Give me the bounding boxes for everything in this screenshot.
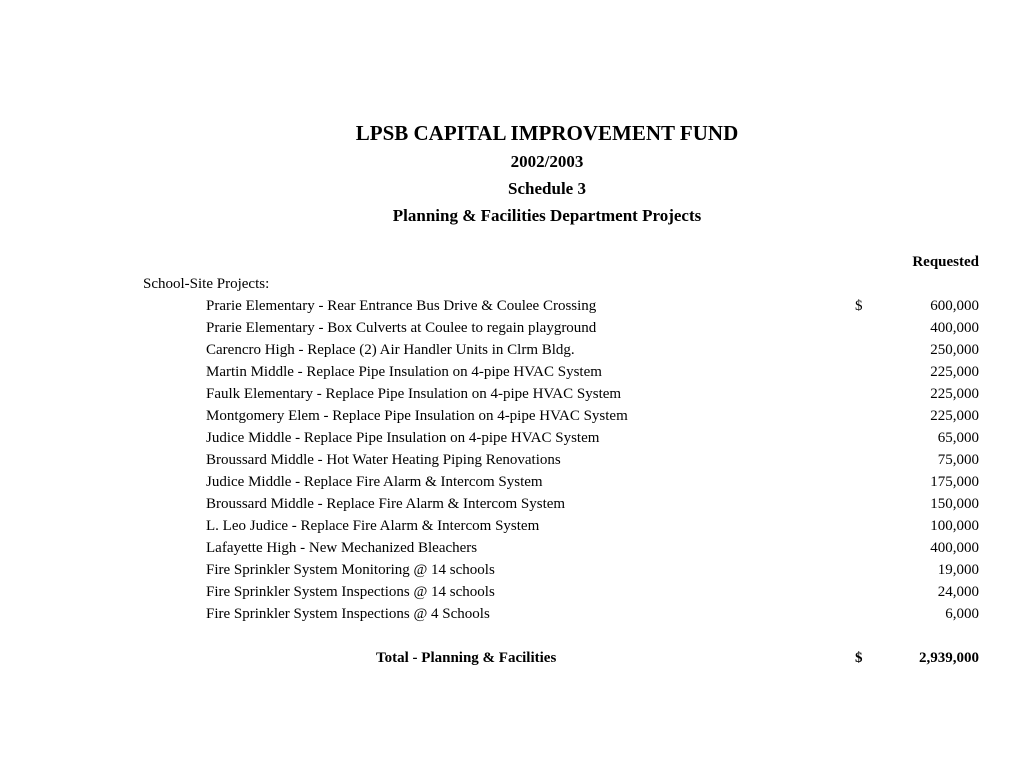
project-description: L. Leo Judice - Replace Fire Alarm & Intercom System xyxy=(206,518,540,534)
project-amount: 75,000 xyxy=(937,452,979,468)
project-row xyxy=(0,559,1024,581)
project-row xyxy=(0,471,1024,493)
project-row xyxy=(0,537,1024,559)
project-row xyxy=(0,427,1024,449)
project-description: Martin Middle - Replace Pipe Insulation on 4-pipe HVAC System xyxy=(206,364,602,380)
project-amount: 225,000 xyxy=(930,408,979,424)
project-description: Lafayette High - New Mechanized Bleachers xyxy=(206,540,478,556)
project-row xyxy=(0,317,1024,339)
project-amount: 225,000 xyxy=(930,364,979,380)
project-description: Judice Middle - Replace Fire Alarm & Intercom System xyxy=(206,474,543,490)
project-amount: 150,000 xyxy=(930,496,979,512)
project-row xyxy=(0,339,1024,361)
project-amount: 19,000 xyxy=(937,562,979,578)
project-amount: 24,000 xyxy=(937,584,979,600)
project-row xyxy=(0,383,1024,405)
total-currency-symbol: $ xyxy=(855,650,863,666)
project-row xyxy=(0,449,1024,471)
project-row xyxy=(0,295,1024,317)
project-amount: 225,000 xyxy=(930,386,979,402)
project-list xyxy=(0,295,1024,625)
project-description: Faulk Elementary - Replace Pipe Insulation on 4-pipe HVAC System xyxy=(206,386,622,402)
project-row xyxy=(0,515,1024,537)
project-description: Prarie Elementary - Box Culverts at Coulee to regain playground xyxy=(206,320,597,336)
schedule-label: Schedule 3 xyxy=(508,179,586,198)
project-description: Fire Sprinkler System Monitoring @ 14 schools xyxy=(206,562,495,578)
requested-column-header: Requested xyxy=(912,254,979,270)
fiscal-year: 2002/2003 xyxy=(510,152,584,171)
project-description: Judice Middle - Replace Pipe Insulation on 4-pipe HVAC System xyxy=(206,430,600,446)
project-row xyxy=(0,603,1024,625)
project-amount: 6,000 xyxy=(945,606,979,622)
project-description: Fire Sprinkler System Inspections @ 4 Schools xyxy=(206,606,490,622)
project-amount: 250,000 xyxy=(930,342,979,358)
currency-symbol: $ xyxy=(855,298,863,314)
project-description: Broussard Middle - Replace Fire Alarm & Intercom System xyxy=(206,496,566,512)
project-amount: 65,000 xyxy=(937,430,979,446)
project-row xyxy=(0,581,1024,603)
project-row xyxy=(0,405,1024,427)
project-description: Broussard Middle - Hot Water Heating Piping Renovations xyxy=(206,452,561,468)
total-label: Total - Planning & Facilities xyxy=(376,650,557,666)
department-title: Planning & Facilities Department Projects xyxy=(392,206,702,225)
project-row xyxy=(0,361,1024,383)
document-title: LPSB CAPITAL IMPROVEMENT FUND xyxy=(355,121,739,145)
project-amount: 100,000 xyxy=(930,518,979,534)
project-description: Carencro High - Replace (2) Air Handler Units in Clrm Bldg. xyxy=(206,342,575,358)
project-amount: 400,000 xyxy=(930,320,979,336)
total-row xyxy=(0,647,1024,669)
section-label: School-Site Projects: xyxy=(143,276,270,292)
project-amount: 400,000 xyxy=(930,540,979,556)
project-description: Montgomery Elem - Replace Pipe Insulation on 4-pipe HVAC System xyxy=(206,408,628,424)
total-amount: 2,939,000 xyxy=(919,650,979,666)
project-description: Prarie Elementary - Rear Entrance Bus Drive & Coulee Crossing xyxy=(206,298,597,314)
project-amount: 600,000 xyxy=(930,298,979,314)
project-row xyxy=(0,493,1024,515)
project-amount: 175,000 xyxy=(930,474,979,490)
project-description: Fire Sprinkler System Inspections @ 14 schools xyxy=(206,584,495,600)
